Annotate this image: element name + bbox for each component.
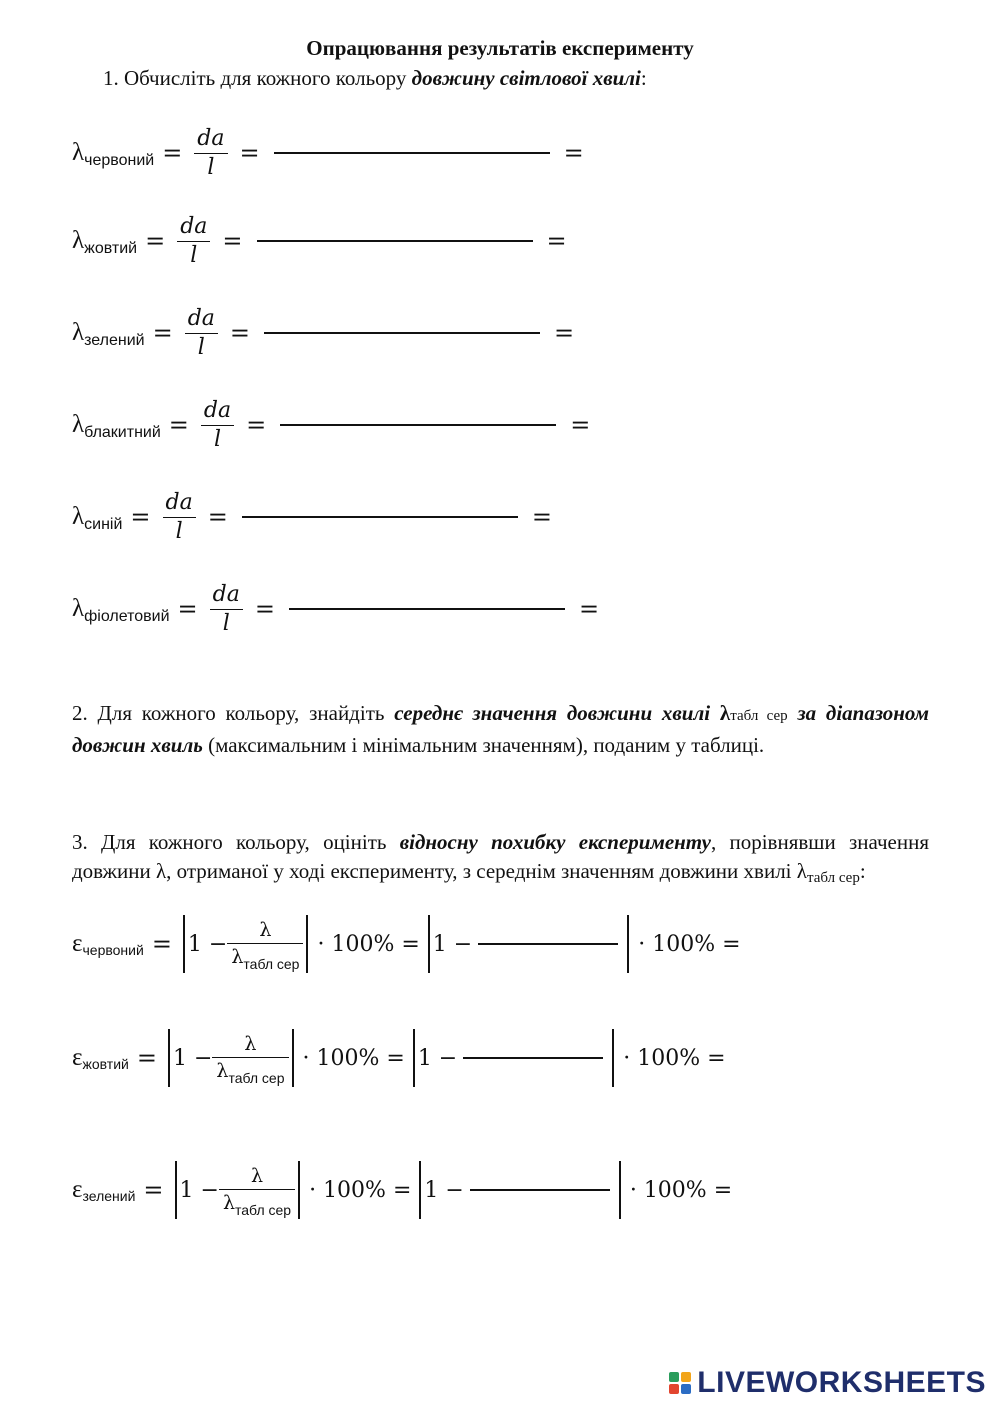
abs-bar-left xyxy=(419,1161,421,1219)
equals-sign: = xyxy=(229,319,251,347)
lambda-symbol: λ xyxy=(72,227,85,254)
lambda-row-violet xyxy=(72,574,607,644)
task-2-emphasis: середнє значення довжини хвилі xyxy=(394,701,720,725)
lambda-sub-red: червоний xyxy=(84,152,155,169)
lambda-sub-green: зелений xyxy=(84,332,145,349)
fraction-denominator: l xyxy=(197,334,205,360)
abs-bar-left xyxy=(168,1029,170,1087)
ratio-denominator: $\lambda_{табл сер}$ xyxy=(222,1192,292,1218)
fraction-numerator: da xyxy=(201,397,234,426)
logo-square xyxy=(681,1372,691,1382)
equals-sign: = xyxy=(207,503,228,531)
abs-bar-right xyxy=(298,1161,300,1219)
fraction-numerator: da xyxy=(194,125,227,154)
lambda-sub-blue: синій xyxy=(84,516,123,533)
page-title: Опрацювання результатів експерименту xyxy=(306,36,694,60)
lambda-ratio xyxy=(221,1163,293,1217)
task-2-lambda: λ xyxy=(719,701,731,725)
times-percent-end: · 100% = xyxy=(623,1045,726,1071)
answer-blank-violet[interactable] xyxy=(289,608,565,610)
ratio-denominator: $\lambda_{табл сер}$ xyxy=(231,946,300,972)
one-minus: 1 − xyxy=(417,1045,458,1071)
epsilon-sub-yellow: жовтий xyxy=(82,1056,129,1072)
equals-sign: = xyxy=(578,595,600,623)
lambda-sub-violet: фіолетовий xyxy=(84,608,170,625)
lambda-symbol: λ xyxy=(72,319,85,346)
equals-sign: = xyxy=(168,411,189,439)
task-3-lambda-sub: табл сер xyxy=(806,870,860,886)
lambda-ratio xyxy=(229,917,301,971)
epsilon-row-red xyxy=(72,909,741,979)
ratio-denominator: $\lambda_{табл сер}$ xyxy=(216,1060,285,1086)
epsilon-sub-red: червоний xyxy=(82,942,144,958)
equals-sign: = xyxy=(570,411,591,439)
equals-sign: = xyxy=(145,227,166,255)
ratio-numerator: λ xyxy=(227,917,303,944)
equals-sign: = xyxy=(136,1044,157,1072)
fraction-da-l xyxy=(194,125,227,182)
logo-mark-icon xyxy=(669,1372,691,1394)
logo-square xyxy=(669,1372,679,1382)
fraction-da-l xyxy=(210,581,243,638)
task-1-prefix: 1. Обчисліть для кожного кольору xyxy=(103,66,412,90)
lambda-symbol: λ xyxy=(72,503,85,530)
liveworksheets-logo[interactable] xyxy=(669,1366,986,1400)
fraction-denominator: l xyxy=(175,518,183,544)
one-minus: 1 − xyxy=(179,1177,219,1203)
answer-blank-green[interactable] xyxy=(264,332,540,334)
equals-sign: = xyxy=(531,503,552,531)
lambda-ratio xyxy=(214,1031,286,1085)
task-2-emphasis-2: за діапазоном довжин хвиль xyxy=(72,701,930,757)
lambda-row-green xyxy=(72,298,582,368)
times-percent: · 100% = xyxy=(317,931,420,957)
one-minus: 1 − xyxy=(432,931,473,957)
answer-blank-light-blue[interactable] xyxy=(280,424,556,426)
error-blank-yellow[interactable] xyxy=(463,1057,603,1059)
task-3-emphasis: відносну похибку експерименту xyxy=(399,830,711,854)
abs-bar-left xyxy=(413,1029,415,1087)
equals-sign: = xyxy=(554,319,575,347)
logo-square xyxy=(669,1384,679,1394)
one-minus: 1 − xyxy=(172,1045,213,1071)
ratio-numerator: λ xyxy=(219,1163,295,1190)
fraction-numerator: da xyxy=(210,581,243,610)
lambda-symbol: λ xyxy=(72,595,85,622)
task-1-suffix: : xyxy=(640,66,647,90)
lambda-symbol: λ xyxy=(72,139,85,166)
times-percent: · 100% = xyxy=(309,1177,412,1203)
fraction-da-l xyxy=(185,305,218,362)
abs-bar-left xyxy=(175,1161,177,1219)
fraction-da-l xyxy=(177,213,210,270)
lambda-sub-light-blue: блакитний xyxy=(84,424,161,441)
equals-sign: = xyxy=(246,411,267,439)
logo-text: LIVEWORKSHEETS xyxy=(697,1366,986,1399)
logo-square xyxy=(681,1384,691,1394)
fraction-da-l xyxy=(201,397,234,454)
one-minus: 1 − xyxy=(187,931,228,957)
task-3-text xyxy=(72,828,929,889)
fraction-denominator: l xyxy=(222,610,230,636)
lambda-row-light-blue xyxy=(72,390,598,460)
lambda-row-yellow xyxy=(72,206,575,276)
answer-blank-yellow[interactable] xyxy=(257,240,533,242)
lambda-sub-yellow: жовтий xyxy=(84,240,138,257)
fraction-denominator: l xyxy=(190,242,198,268)
fraction-numerator: da xyxy=(163,489,196,518)
equals-sign: = xyxy=(254,595,275,623)
lambda-symbol: λ xyxy=(72,411,85,438)
times-percent-end: · 100% = xyxy=(638,931,741,957)
epsilon-row-green xyxy=(72,1155,732,1225)
equals-sign: = xyxy=(162,139,183,167)
task-1-emphasis: довжину світлової хвилі xyxy=(411,66,641,90)
epsilon-symbol: ε xyxy=(72,930,83,957)
task-3-prefix: 3. Для кожного кольору, оцініть xyxy=(72,830,400,854)
error-blank-red[interactable] xyxy=(478,943,618,945)
fraction-numerator: da xyxy=(177,213,210,242)
epsilon-symbol: ε xyxy=(72,1176,83,1203)
equals-sign: = xyxy=(563,139,584,167)
answer-blank-blue[interactable] xyxy=(242,516,518,518)
abs-bar-right xyxy=(627,915,629,973)
ratio-numerator: λ xyxy=(212,1031,288,1058)
task-2-suffix: (максимальним і мінімальним значенням), поданим у таблиці. xyxy=(202,733,765,757)
fraction-da-l xyxy=(163,489,196,546)
one-minus: 1 − xyxy=(424,1177,464,1203)
fraction-numerator: da xyxy=(185,305,218,334)
epsilon-row-yellow xyxy=(72,1023,726,1093)
task-2-prefix: 2. Для кожного кольору, знайдіть xyxy=(72,701,395,725)
error-blank-green[interactable] xyxy=(470,1189,610,1191)
equals-sign: = xyxy=(222,227,243,255)
task-2-text xyxy=(72,699,929,760)
times-percent-end: · 100% = xyxy=(629,1177,733,1203)
fraction-denominator: l xyxy=(207,154,215,180)
equals-sign: = xyxy=(546,227,567,255)
equals-sign: = xyxy=(143,1176,164,1204)
abs-bar-right xyxy=(306,915,308,973)
abs-bar-left xyxy=(183,915,185,973)
abs-bar-left xyxy=(428,915,430,973)
equals-sign: = xyxy=(239,139,260,167)
lambda-row-red xyxy=(72,118,592,188)
task-3-middle: , порівнявши значення довжини λ, отриманої у ході експерименту, з середнім значенням довжини хвилі λ xyxy=(72,830,930,883)
abs-bar-right xyxy=(292,1029,294,1087)
equals-sign: = xyxy=(130,503,151,531)
lambda-row-blue xyxy=(72,482,560,552)
task-1-text xyxy=(103,66,647,91)
fraction-denominator: l xyxy=(213,426,222,452)
task-3-suffix: : xyxy=(859,859,866,883)
epsilon-symbol: ε xyxy=(72,1044,83,1071)
equals-sign: = xyxy=(152,319,173,347)
abs-bar-right xyxy=(612,1029,614,1087)
task-2-lambda-sub: табл сер xyxy=(730,708,788,724)
equals-sign: = xyxy=(151,930,172,958)
abs-bar-right xyxy=(619,1161,621,1219)
equals-sign: = xyxy=(177,595,198,623)
epsilon-sub-green: зелений xyxy=(82,1188,136,1204)
answer-blank-red[interactable] xyxy=(274,152,550,154)
times-percent: · 100% = xyxy=(302,1045,405,1071)
